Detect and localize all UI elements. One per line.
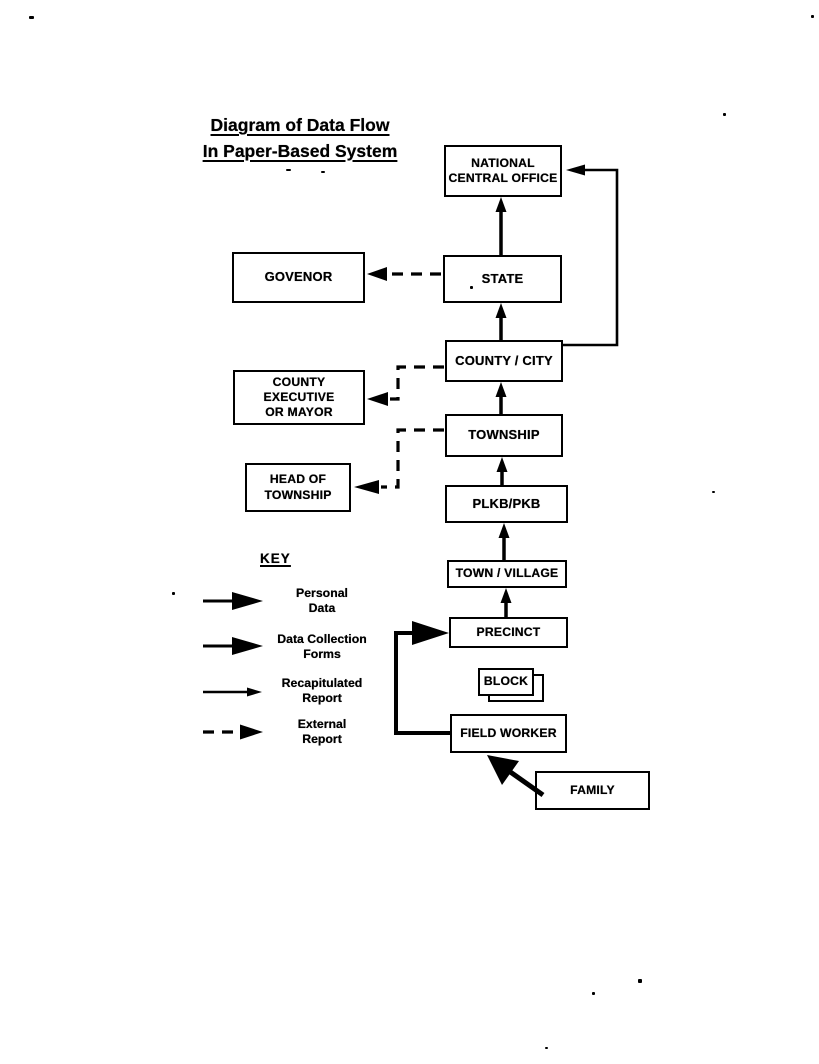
node-label: EXECUTIVE (263, 389, 335, 404)
scan-speck (29, 16, 34, 19)
arrow-precinct-to-town-village (501, 588, 512, 618)
key-item-label: Personal (296, 586, 348, 600)
scan-speck (723, 113, 726, 116)
key-item-label: Forms (303, 646, 341, 661)
node-label: PRECINCT (476, 624, 541, 639)
scan-speck (638, 979, 642, 983)
diagram-title-line2: In Paper-Based System (202, 140, 398, 161)
node-township (445, 414, 563, 457)
node-block (478, 668, 534, 696)
arrow-county-city-to-state (496, 303, 507, 341)
key-item-label: Data Collection (277, 632, 367, 646)
node-county-city (445, 340, 563, 382)
key-heading: KEY (260, 551, 291, 566)
diagram-title (172, 113, 428, 165)
node-label: GOVENOR (264, 269, 333, 285)
node-label: TOWN / VILLAGE (455, 566, 559, 581)
arrow-township-to-head-dashed (354, 430, 444, 494)
scan-speck (592, 992, 595, 995)
arrow-township-to-county-city (496, 382, 507, 415)
node-label: FAMILY (570, 782, 615, 797)
arrow-field-worker-to-precinct (396, 621, 450, 733)
key-arrow-recapitulated-report (203, 688, 262, 697)
node-state (443, 255, 562, 303)
scan-speck (172, 592, 175, 595)
node-govenor (232, 252, 365, 303)
node-label: OR MAYOR (265, 405, 333, 420)
scan-speck (321, 171, 325, 173)
arrow-plkb-to-township (497, 457, 508, 486)
arrow-county-city-to-executive-dashed (367, 367, 444, 406)
node-town-village (447, 560, 567, 588)
node-field-worker (450, 714, 567, 753)
arrow-state-to-national-office (496, 197, 507, 256)
node-label: TOWNSHIP (264, 487, 332, 502)
node-label: TOWNSHIP (468, 427, 540, 443)
arrow-county-city-bypass-to-national-office (563, 165, 617, 346)
key-item-label: Report (302, 690, 342, 705)
scan-speck (470, 286, 473, 289)
key-item-external-report (268, 717, 376, 747)
node-plkb-pkb (445, 485, 568, 523)
node-label: STATE (481, 270, 524, 286)
node-family (535, 771, 650, 810)
node-label: HEAD OF (269, 472, 327, 487)
node-precinct (449, 617, 568, 648)
node-label: NATIONAL (471, 155, 535, 170)
node-national-central-office (444, 145, 562, 197)
key-item-data-collection-forms (258, 632, 386, 662)
key-item-label: Recapitulated (281, 676, 363, 690)
arrow-town-village-to-plkb (499, 523, 510, 561)
key-item-recapitulated-report (258, 676, 386, 706)
node-label: COUNTY / CITY (455, 352, 553, 368)
node-label: CENTRAL OFFICE (448, 171, 558, 185)
key-item-label: External (297, 717, 347, 731)
node-county-executive-or-mayor (233, 370, 365, 425)
key-item-personal-data (272, 586, 372, 616)
scan-speck (286, 169, 291, 171)
scan-speck (811, 15, 814, 18)
key-arrow-personal-data (203, 592, 263, 610)
scan-speck (545, 1047, 548, 1049)
arrow-state-to-govenor-dashed (367, 267, 441, 281)
key-arrow-data-collection-forms (203, 637, 263, 655)
node-label: FIELD WORKER (460, 725, 557, 740)
key-arrow-external-report (203, 725, 263, 740)
node-label: PLKB/PKB (472, 495, 541, 511)
diagram-title-line1: Diagram of Data Flow (210, 115, 390, 135)
scan-speck (712, 491, 715, 493)
node-label: COUNTY (272, 374, 326, 389)
key-item-label: Data (308, 600, 336, 615)
node-label: BLOCK (483, 674, 529, 689)
node-head-of-township (245, 463, 351, 512)
key-item-label: Report (302, 731, 342, 746)
